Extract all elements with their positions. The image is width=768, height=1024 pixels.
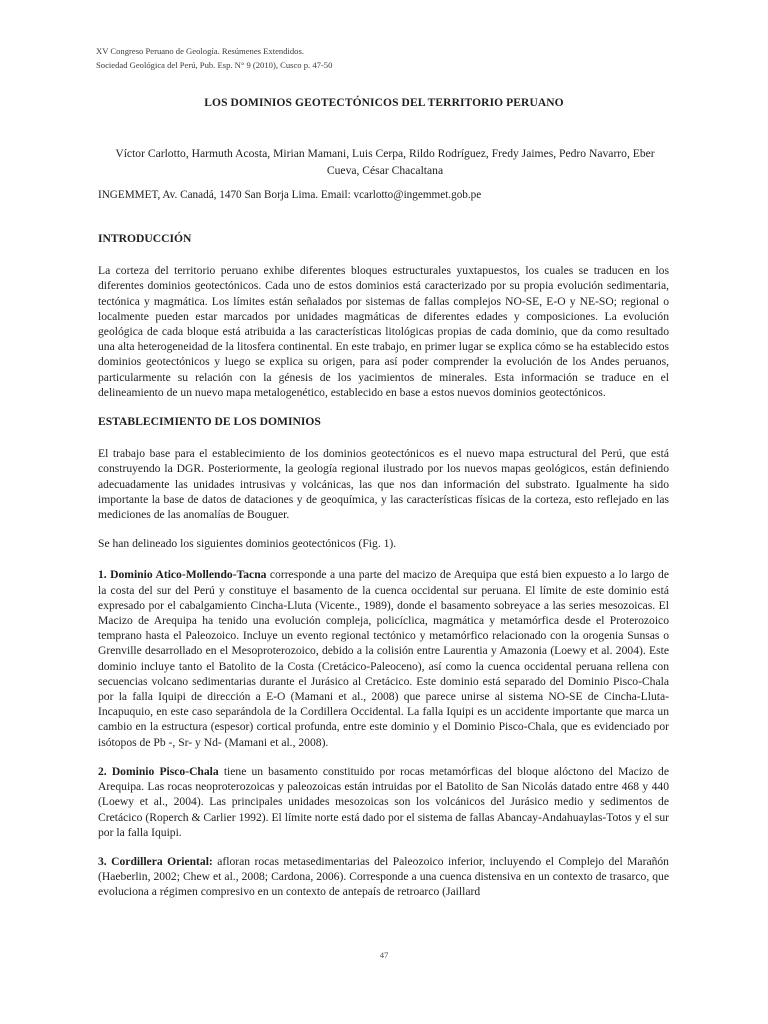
paragraph-domain-1	[98, 567, 669, 749]
domain-2-title: 2. Dominio Pisco-Chala	[98, 764, 219, 778]
journal-header	[96, 44, 332, 72]
section-heading-introduccion: INTRODUCCIÓN	[98, 232, 192, 245]
affiliation: INGEMMET, Av. Canadá, 1470 San Borja Lima. Email: vcarlotto@ingemmet.gob.pe	[98, 189, 482, 201]
domain-1-text: corresponde a una parte del macizo de Arequipa que está bien expuesto a lo largo de la costa del sur del Perú y constituye el basamento de la cuenca occidental sur peruana. El límite de este dominio está expresado por el cabalgamiento Cincha-Lluta (Vicente., 1989), donde el basamento sobreyace a las series mesozoicas. El Macizo de Arequipa ha tenido una evolución compleja, policíclica, magmática y metamórfica desde el Proterozoico temprano hasta el Paleozoico. Incluye un evento regional tectónico y metamórfico relacionado con la orogenia Sunsas o Grenville desarrollado en el Mesoproterozoico, debido a la colisión entre Laurentia y Amazonia (Loewy et al. 2004). Este dominio incluye tanto el Batolito de la Costa (Cretácico-Paleoceno), así como la cuenca occidental peruana rellena con secuencias volcano sedimentarias durante el Jurásico al Cretácico. Este dominio está separado del Dominio Pisco-Chala por la falla Iquipi de dirección a E-O (Mamani et al., 2008) que parece unirse al sistema NO-SE de Cincha-Lluta-Incapuquio, en este caso separándola de la Cordillera Occidental. La falla Iquipi es un accidente importante que marca un cambio en la estructura (espesor) cortical profunda, entre este dominio y el Dominio Pisco-Chala, que es evidenciado por isótopos de Pb -, Sr- y Nd- (Mamani et al., 2008).	[98, 568, 669, 749]
page-number: 47	[379, 950, 389, 960]
paragraph-establecimiento-2: Se han delineado los siguientes dominios geotectónicos (Fig. 1).	[98, 537, 397, 551]
paragraph-establecimiento-1: El trabajo base para el establecimiento de los dominios geotectónicos es el nuevo mapa estructural del Perú, que está construyendo la DGR. Posteriormente, la geología regional ilustrado por los nuevos mapas geológicos, están definiendo adecuadamente las unidades intrusivas y volcánicas, las que nos dan información del substrato. Igualmente ha sido importante la base de datos de dataciones y de geoquímica, y las características físicas de la corteza, esto reflejado en las mediciones de las anomalías de Bouguer.	[98, 447, 669, 522]
paragraph-domain-3	[98, 854, 669, 900]
body-text	[98, 231, 669, 914]
header-line-1: XV Congreso Peruano de Geología. Resúmenes Extendidos.	[96, 46, 304, 56]
author-list: Víctor Carlotto, Harmuth Acosta, Mirian Mamani, Luis Cerpa, Rildo Rodríguez, Fredy Jaimes, Pedro Navarro, Eber Cueva, César Chacaltana	[115, 147, 655, 177]
domain-1-title: 1. Dominio Atico-Mollendo-Tacna	[98, 568, 267, 582]
paragraph-domain-2	[98, 764, 669, 840]
paragraph-introduccion: La corteza del territorio peruano exhibe diferentes bloques estructurales yuxtapuestos, los cuales se traducen en los diferentes dominios geotectónicos. Cada uno de estos dominios está caracterizado por su propia evolución sedimentaria, tectónica y magmática. Los límites están señalados por sistemas de fallas complejos NO-SE, E-O y NE-SO; regional o localmente pueden estar marcados por unidades magmáticas de diferentes edades y composiciones. La evolución geológica de cada bloque está atribuida a las características litológicas propias de cada dominio, que da como resultado una alta heterogeneidad de la litosfera continental. En este trabajo, en primer lugar se explica cómo se ha establecido estos dominios geotectónicos y luego se explica su origen, para así poder comprender la evolución de los Andes peruanos, particularmente su relación con la génesis de los yacimientos de minerales. Esta información se traduce en el delineamiento de un nuevo mapa metalogenético, establecido en base a estos nuevos dominios geotectónicos.	[98, 264, 669, 399]
section-heading-establecimiento: ESTABLECIMIENTO DE LOS DOMINIOS	[98, 415, 321, 429]
domain-2-text: tiene un basamento constituido por rocas metamórficas del bloque alóctono del Macizo de Arequipa. Las rocas neoproterozoicas y paleozoicas están intruidas por el Batolito de San Nicolás datado entre 468 y 440 (Loewy et al., 2004). Las principales unidades mesozoicas son los volcánicos del Jurásico medio y sedimentos de Cretácico (Roperch & Carlier 1992). El límite norte está dado por el sistema de fallas Abancay-Andahuaylas-Totos y el sur por la falla Iquipi.	[98, 764, 669, 839]
paper-title: LOS DOMINIOS GEOTECTÓNICOS DEL TERRITORIO PERUANO	[204, 97, 564, 109]
header-line-2: Sociedad Geológica del Perú, Pub. Esp. N° 9 (2010), Cusco p. 47-50	[96, 60, 333, 70]
domain-3-text: afloran rocas metasedimentarias del Paleozoico inferior, incluyendo el Complejo del Marañón (Haeberlin, 2002; Chew et al., 2008; Cardona, 2006). Corresponde a una cuenca distensiva en un contexto de trasarco, que evoluciona a régimen compresivo en un contexto de antepaís de retroarco (Jaillard	[98, 854, 669, 899]
domain-3-title: 3. Cordillera Oriental:	[98, 854, 213, 868]
